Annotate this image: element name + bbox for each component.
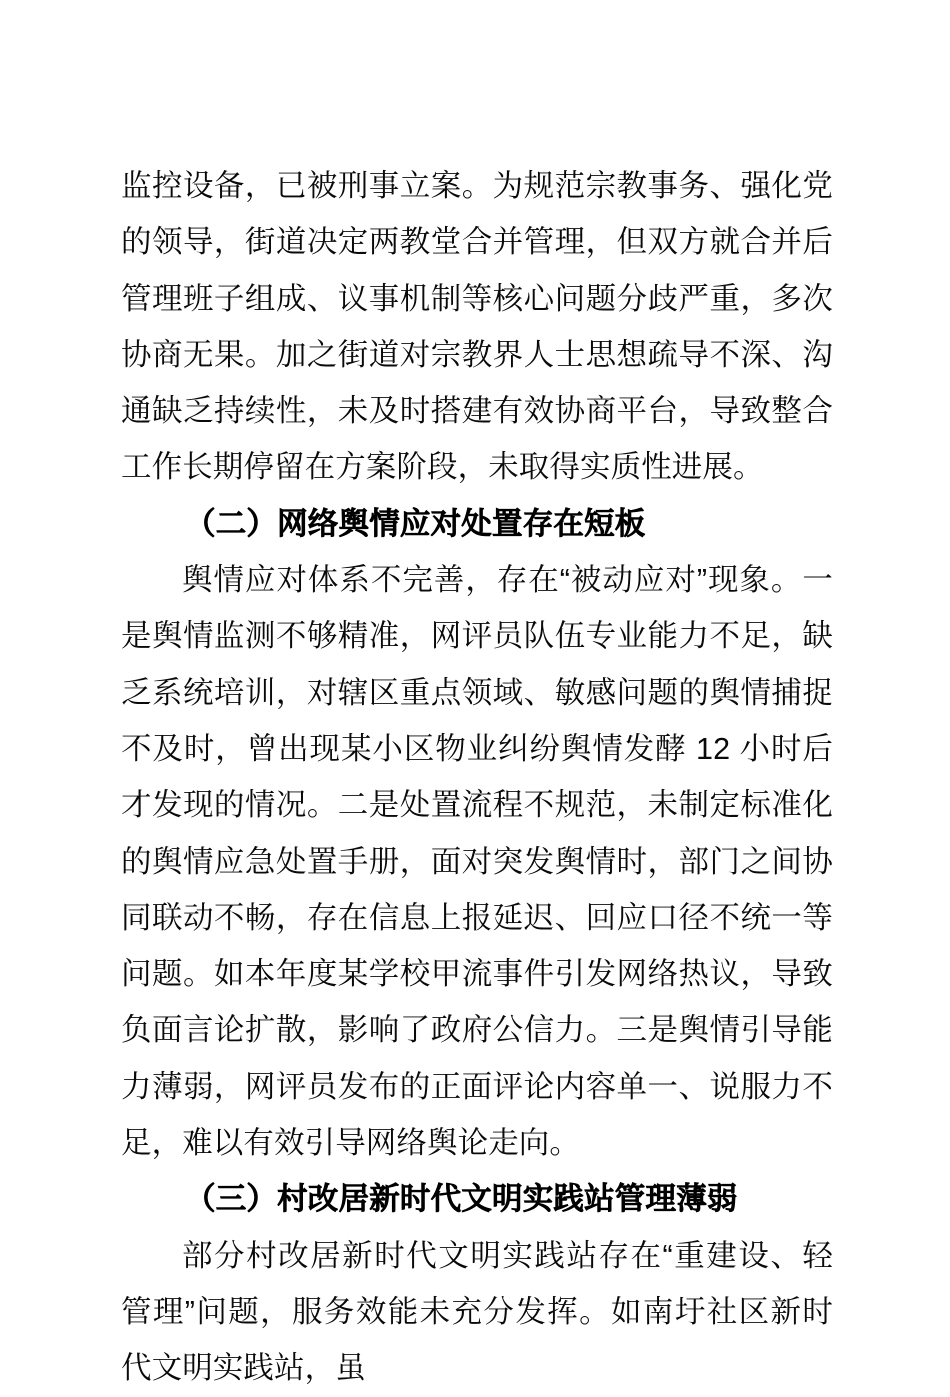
page-content-area	[121, 158, 833, 1397]
heading-section-three: （三）村改居新时代文明实践站管理薄弱	[185, 1182, 738, 1217]
paragraph-online-public-opinion: 舆情应对体系不完善，存在“被动应对”现象。一是舆情监测不够精准，网评员队伍专业能力不足，缺乏系统培训，对辖区重点领域、敏感问题的舆情捕捉不及时，曾出现某小区物业纠纷舆情发酵 12 小时后才发现的情况。二是处置流程不规范，未制定标准化的舆情应急处置手册，面对突发舆情时，部门之间协同联动不畅，存在信息上报延迟、回应口径不统一等问题。如本年度某学校甲流事件引发网络热议，导致负面言论扩散，影响了政府公信力。三是舆情引导能力薄弱，网评员发布的正面评论内容单一、说服力不足，难以有效引导网络舆论走向。	[121, 563, 833, 1161]
paragraph-religious-venue-integration: 监控设备，已被刑事立案。为规范宗教事务、强化党的领导，街道决定两教堂合并管理，但双方就合并后管理班子组成、议事机制等核心问题分歧严重，多次协商无果。加之街道对宗教界人士思想疏导不深、沟通缺乏持续性，未及时搭建有效协商平台，导致整合工作长期停留在方案阶段，未取得实质性进展。	[121, 169, 833, 485]
paragraph-civilization-practice-station: 部分村改居新时代文明实践站存在“重建设、轻管理”问题，服务效能未充分发挥。如南圩社区新时代文明实践站，虽	[121, 1238, 833, 1386]
heading-section-two: （二）网络舆情应对处置存在短板	[185, 506, 646, 541]
